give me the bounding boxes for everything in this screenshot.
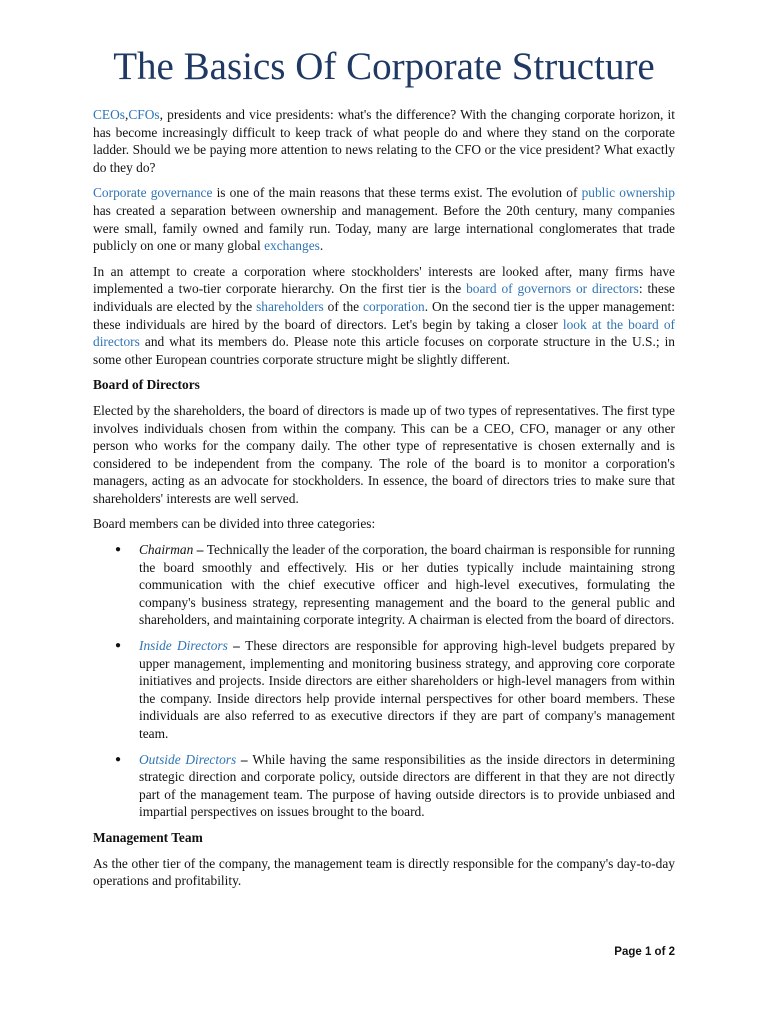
board-categories-list	[93, 541, 675, 821]
board-categories-intro: Board members can be divided into three categories:	[93, 516, 376, 532]
outside-directors-description: While having the same responsibilities as the inside directors in determining strategic direction and corporate policy, outside directors are different in that they are not directly part of the management team. The purpose of having outside directors is to provide unbiased and impartial perspectives on issues brought to the board.	[139, 751, 676, 820]
hierarchy-text-4: . On the second tier is the upper management: these individuals are hired by the board of directors. Let's begin by taking a closer	[93, 298, 676, 332]
governance-text-1: is one of the main reasons that these terms exist. The evolution of	[212, 185, 582, 201]
board-heading: Board of Directors	[93, 377, 200, 393]
hierarchy-text-1: In an attempt to create a corporation where stockholders' interests are looked after, many firms have implemented a two-tier corporate hierarchy. On the first tier is the	[93, 263, 675, 297]
hierarchy-text-2: : these individuals are elected by the	[93, 281, 675, 314]
management-heading: Management Team	[93, 829, 203, 845]
board-paragraph: Elected by the shareholders, the board of directors is made up of two types of representatives. The first type involves individuals chosen from within the company. This can be a CEO, CFO, manager or any other person who works for the company daily. The other type of representative is chosen externally and is considered to be independent from the company. The role of the board is to monitor a corporation's managers, acting as an advocate for stockholders. In essence, the board of directors tries to make sure that shareholders' interests are well served.	[93, 402, 675, 506]
intro-paragraph	[93, 106, 675, 176]
link-exchanges[interactable]: exchanges	[264, 238, 320, 254]
link-ceos[interactable]: CEOs	[93, 107, 125, 122]
link-outside-directors[interactable]: Outside Directors	[139, 751, 237, 767]
link-board-of-governors[interactable]: board of governors or directors	[466, 281, 639, 297]
intro-comma: ,	[125, 107, 129, 122]
link-corporate-governance[interactable]: Corporate governance	[93, 185, 213, 201]
link-public-ownership[interactable]: public ownership	[581, 185, 676, 201]
list-item-inside-directors	[93, 637, 675, 743]
governance-text-3: .	[319, 238, 324, 254]
link-cfos[interactable]: CFOs	[128, 107, 160, 122]
dash: –	[236, 751, 253, 767]
governance-paragraph	[93, 184, 675, 254]
hierarchy-paragraph	[93, 263, 675, 369]
governance-text-2: has created a separation between ownership and management. Before the 20th century, many companies were small, family owned and family run. Today, many are large international conglomerates that trade publicly on one or many global	[93, 202, 675, 254]
link-corporation[interactable]: corporation	[363, 298, 425, 314]
bullet-icon: ●	[115, 753, 122, 765]
management-paragraph: As the other tier of the company, the management team is directly responsible for the company's day-to-day operations and profitability.	[93, 855, 675, 889]
chairman-description: Technically the leader of the corporation, the board chairman is responsible for running the board smoothly and effectively. His or her duties typically include maintaining strong communication with the chief executive officer and high-level executives, formulating the company's business strategy, representing management and the board to the general public and shareholders, and maintaining corporate integrity. A chairman is elected from the board of directors.	[139, 542, 675, 628]
document-page	[93, 44, 675, 898]
page-title: The Basics Of Corporate Structure	[113, 45, 655, 88]
dash: –	[227, 638, 246, 654]
link-shareholders[interactable]: shareholders	[256, 298, 324, 314]
inside-directors-description: These directors are responsible for approving high-level budgets prepared by upper management, implementing and monitoring business strategy, and approving core corporate initiatives and projects. Inside directors are either shareholders or high-level managers from within the company. Inside directors help provide internal perspectives for other board members. These individuals are also referred to as executive directors if they are part of company's management team.	[139, 638, 676, 741]
page-number: Page 1 of 2	[614, 946, 675, 958]
hierarchy-text-5: and what its members do. Please note this article focuses on corporate structure in the U.S.; in some other European countries corporate structure might be slightly different.	[93, 334, 675, 367]
bullet-icon: ●	[115, 640, 122, 652]
dash: –	[193, 542, 207, 558]
link-look-at-board[interactable]: look at the board of directors	[93, 316, 675, 350]
term-chairman: Chairman	[139, 542, 194, 558]
list-item-chairman	[93, 541, 675, 629]
link-inside-directors[interactable]: Inside Directors	[139, 638, 228, 654]
list-item-outside-directors	[93, 751, 675, 821]
hierarchy-text-3: of the	[323, 298, 363, 314]
bullet-icon: ●	[115, 544, 122, 556]
intro-text: , presidents and vice presidents: what's the difference? With the changing corporate horizon, it has become increasingly difficult to keep track of what people do and where they stand on the corporate ladder. Should we be paying more attention to news relating to the CFO or the vice president? What exactly do they do?	[93, 107, 675, 175]
